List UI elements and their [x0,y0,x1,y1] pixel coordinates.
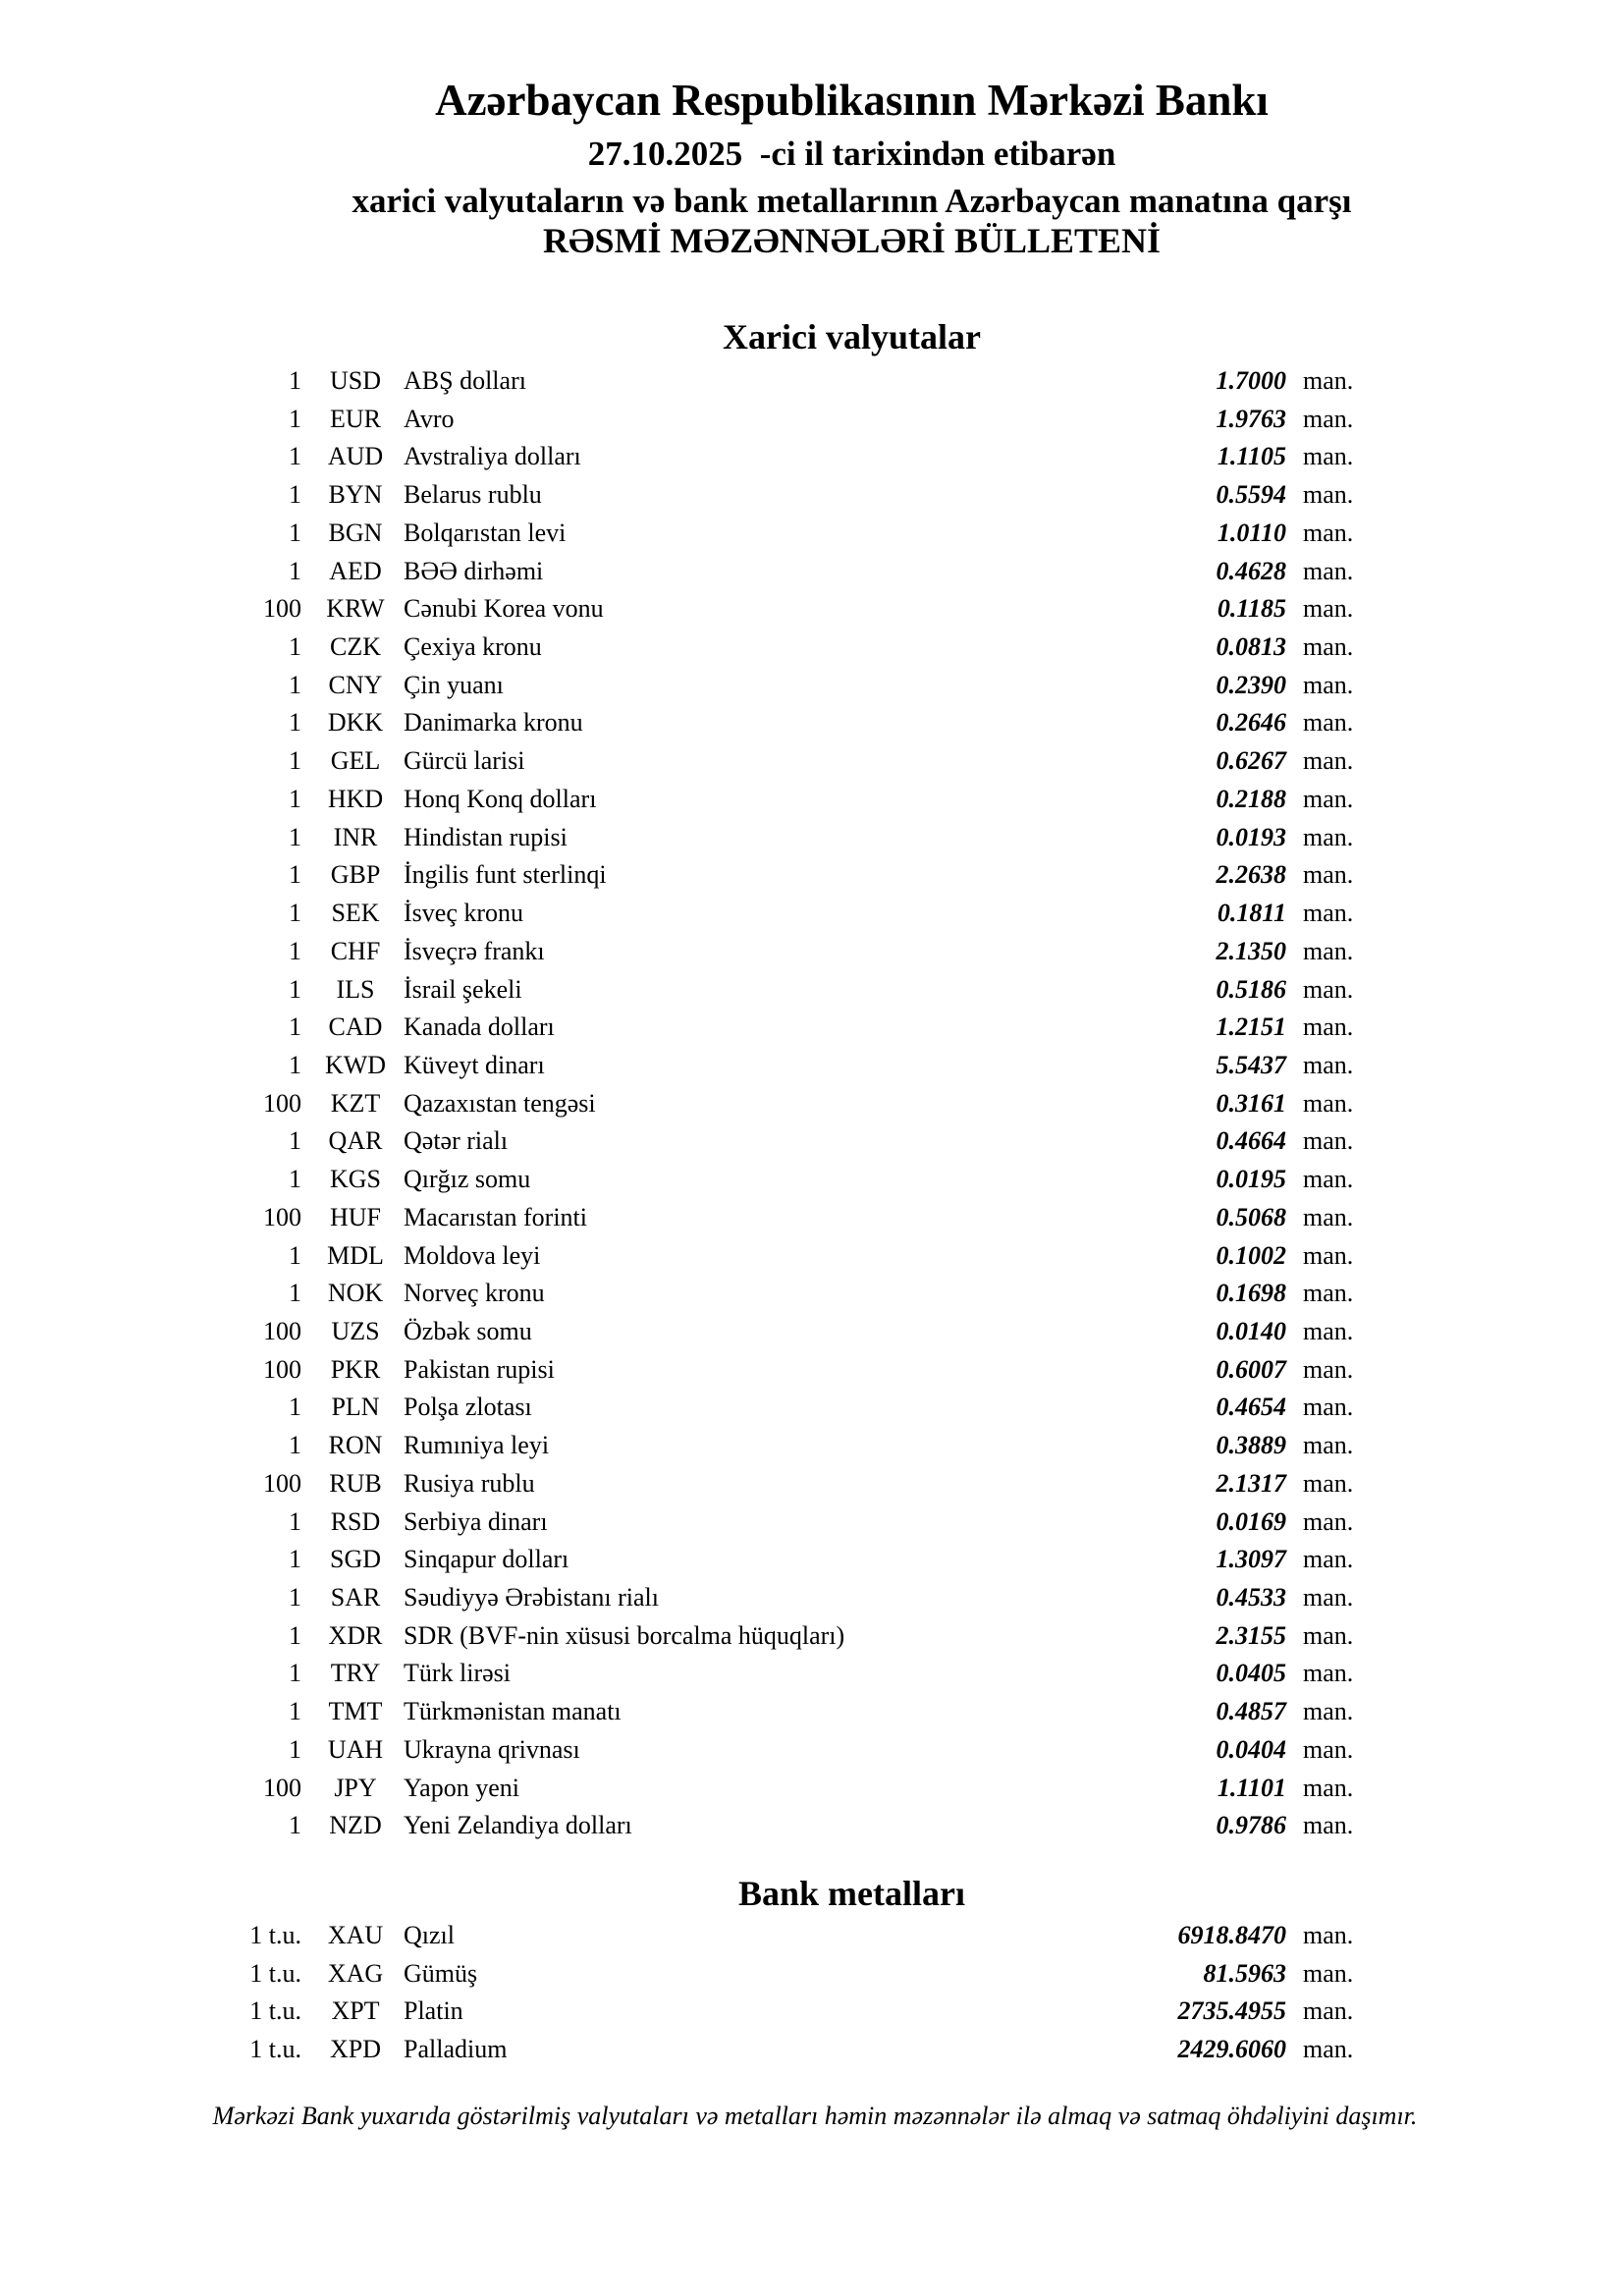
currency-code: RON [328,1431,383,1460]
currency-code: TRY [330,1659,381,1688]
unit-label: man. [1303,1697,1354,1726]
quantity-value: 1 [289,1126,301,1156]
currency-code: DKK [327,708,384,738]
currency-name: Cənubi Korea vonu [404,594,604,624]
unit-label: man. [1303,1506,1354,1536]
unit-label: man. [1303,1958,1354,1988]
unit-label: man. [1303,1431,1354,1460]
bulletin-doc-title: RƏSMİ MƏZƏNNƏLƏRİ BÜLLETENİ [542,221,1162,260]
quantity-value: 1 [289,1012,301,1042]
quantity-value: 1 [289,746,301,776]
unit-label: man. [1303,1088,1354,1118]
quantity-value: 1 [289,1620,301,1650]
rate-value: 0.0405 [1216,1659,1286,1688]
unit-label: man. [1303,366,1354,395]
rate-value: 0.5186 [1216,974,1286,1004]
quantity-value: 1 t.u. [249,1921,301,1949]
currency-name: Polşa zlotası [404,1393,532,1422]
unit-label: man. [1303,1773,1354,1802]
currency-code: SGD [329,1545,381,1574]
rate-row [0,1389,1624,1427]
unit-label: man. [1303,1279,1354,1308]
quantity-value: 1 [289,480,301,510]
currency-name: Çexiya kronu [404,632,542,662]
currency-code: HUF [329,1202,381,1231]
rate-value: 0.2188 [1216,784,1286,813]
rate-row [0,1503,1624,1542]
rate-value: 5.5437 [1216,1050,1286,1079]
currency-name: Honq Konq dolları [404,784,597,813]
currency-name: SDR (BVF-nin xüsusi borcalma hüquqları) [404,1620,845,1650]
quantity-value: 1 [289,1697,301,1726]
rate-row [0,1693,1624,1731]
currency-name: Gümüş [404,1958,478,1988]
quantity-value: 1 [289,784,301,813]
rate-row [0,1541,1624,1579]
unit-label: man. [1303,1050,1354,1079]
currency-name: Norveç kronu [404,1279,545,1308]
quantity-value: 1 [289,1050,301,1079]
currency-name: Palladium [404,2035,508,2064]
unit-label: man. [1303,1620,1354,1650]
quantity-value: 1 [289,404,301,433]
rate-row [0,476,1624,515]
currency-name: Rusiya rublu [404,1468,535,1498]
quantity-value: 1 t.u. [249,1958,301,1988]
quantity-value: 1 [289,1545,301,1574]
currency-code: KZT [330,1088,381,1118]
unit-label: man. [1303,1545,1354,1574]
unit-label: man. [1303,899,1354,928]
currency-code: JPY [334,1773,377,1802]
bank-title: Azərbaycan Respublikasının Mərkəzi Bankı [435,76,1269,125]
rate-row [0,933,1624,971]
currency-code: XAG [327,1958,384,1988]
currency-name: İngilis funt sterlinqi [404,860,607,890]
rate-row [0,1579,1624,1617]
quantity-value: 100 [263,1316,301,1345]
rate-row [0,362,1624,401]
rate-value: 81.5963 [1203,1958,1286,1988]
currency-code: AUD [327,442,384,471]
currency-code: USD [329,366,381,395]
rate-value: 1.1101 [1217,1773,1286,1802]
currency-code: CAD [328,1012,383,1042]
rate-value: 6918.8470 [1177,1921,1286,1949]
rate-row [0,2031,1624,2069]
unit-label: man. [1303,1811,1354,1840]
rate-row [0,1955,1624,1994]
currency-code: BYN [328,480,383,510]
rate-value: 0.0169 [1216,1506,1286,1536]
currency-name: Pakistan rupisi [404,1354,555,1384]
currency-code: CZK [330,632,381,662]
quantity-value: 1 [289,670,301,699]
quantity-value: 1 [289,1583,301,1612]
unit-label: man. [1303,708,1354,738]
rate-row [0,1122,1624,1161]
currency-code: SAR [330,1583,381,1612]
unit-label: man. [1303,1354,1354,1384]
unit-label: man. [1303,1583,1354,1612]
rate-value: 0.0195 [1216,1165,1286,1194]
currency-code: SEK [331,899,380,928]
rate-value: 0.1698 [1216,1279,1286,1308]
rate-row [0,742,1624,781]
quantity-value: 1 [289,1734,301,1764]
unit-label: man. [1303,670,1354,699]
currency-code: KWD [324,1050,387,1079]
rate-row [0,971,1624,1010]
currency-code: NZD [329,1811,382,1840]
unit-label: man. [1303,518,1354,547]
rate-value: 0.4654 [1216,1393,1286,1422]
rate-row [0,515,1624,553]
rate-value: 0.1185 [1217,594,1286,624]
unit-label: man. [1303,822,1354,851]
currency-name: İsrail şekeli [404,974,522,1004]
quantity-value: 1 [289,899,301,928]
rate-row [0,1313,1624,1351]
currency-code: HKD [327,784,384,813]
rate-value: 1.7000 [1216,366,1286,395]
currency-name: Qazaxıstan tengəsi [404,1088,596,1118]
rate-row [0,1807,1624,1845]
rate-value: 2735.4955 [1177,1996,1286,2026]
unit-label: man. [1303,2035,1354,2064]
currency-name: Kanada dolları [404,1012,555,1042]
bulletin-subtitle: xarici valyutaların və bank metallarının Azərbaycan manatına qarşı [352,182,1352,220]
quantity-value: 1 t.u. [249,2035,301,2064]
rate-value: 1.1105 [1217,442,1286,471]
rate-row [0,781,1624,819]
currency-code: ILS [336,974,375,1004]
rate-value: 2.3155 [1216,1620,1286,1650]
quantity-value: 100 [263,1088,301,1118]
rate-row [0,1427,1624,1465]
rate-value: 2.2638 [1216,860,1286,890]
quantity-value: 100 [263,1468,301,1498]
currency-name: Türkmənistan manatı [404,1697,622,1726]
currency-name: Özbək somu [404,1316,532,1345]
currency-name: Bolqarıstan levi [404,518,567,547]
rate-row [0,819,1624,857]
unit-label: man. [1303,1659,1354,1688]
unit-label: man. [1303,860,1354,890]
quantity-value: 1 [289,860,301,890]
currency-name: Gürcü larisi [404,746,525,776]
rate-row [0,553,1624,591]
rate-row [0,667,1624,705]
currency-code: UZS [331,1316,380,1345]
currency-code: QAR [328,1126,383,1156]
currency-code: KRW [326,594,385,624]
footer-note: Mərkəzi Bank yuxarıda göstərilmiş valyutaları və metalları həmin məzənnələr ilə almaq və satmaq öhdəliyini daşımır. [212,2102,1418,2130]
currency-code: EUR [330,404,381,433]
currency-code: RSD [330,1506,381,1536]
unit-label: man. [1303,556,1354,585]
currency-code: CHF [330,936,381,965]
rate-value: 0.1811 [1217,899,1286,928]
unit-label: man. [1303,1393,1354,1422]
quantity-value: 1 [289,1811,301,1840]
unit-label: man. [1303,936,1354,965]
unit-label: man. [1303,632,1354,662]
currency-name: İsveçrə frankı [404,936,545,965]
rate-row [0,590,1624,629]
rate-value: 0.3889 [1216,1431,1286,1460]
quantity-value: 1 [289,1506,301,1536]
rate-value: 1.3097 [1216,1545,1286,1574]
currency-name: Danimarka kronu [404,708,583,738]
rate-row [0,856,1624,895]
quantity-value: 1 [289,442,301,471]
currency-name: Qətər rialı [404,1126,509,1156]
currency-code: MDL [327,1240,384,1270]
rate-value: 2.1350 [1216,936,1286,965]
rate-value: 0.3161 [1216,1088,1286,1118]
unit-label: man. [1303,1202,1354,1231]
section-title-bank-metals: Bank metalları [738,1874,965,1913]
rate-row [0,1770,1624,1808]
currency-rates-table [0,362,1624,1845]
section-title-foreign-currencies: Xarici valyutalar [723,317,981,356]
rate-value: 0.5068 [1216,1202,1286,1231]
rate-row [0,1009,1624,1047]
unit-label: man. [1303,480,1354,510]
rate-value: 0.0404 [1216,1734,1286,1764]
currency-name: Qızıl [404,1921,455,1949]
currency-code: NOK [327,1279,384,1308]
rate-value: 0.1002 [1216,1240,1286,1270]
unit-label: man. [1303,1240,1354,1270]
currency-code: KGS [329,1165,381,1194]
rate-row [0,1465,1624,1503]
unit-label: man. [1303,1468,1354,1498]
currency-name: Belarus rublu [404,480,542,510]
metal-rates-table [0,1917,1624,2069]
rate-row [0,1085,1624,1123]
rate-row [0,1917,1624,1955]
currency-code: UAH [327,1734,384,1764]
rate-value: 0.4628 [1216,556,1286,585]
unit-label: man. [1303,746,1354,776]
currency-code: BGN [328,518,383,547]
rate-row [0,1351,1624,1390]
currency-code: AED [329,556,382,585]
currency-code: XAU [327,1921,384,1949]
rate-row [0,1047,1624,1085]
currency-code: XPT [331,1996,380,2026]
currency-code: GBP [330,860,381,890]
rate-value: 1.9763 [1216,404,1286,433]
quantity-value: 1 [289,556,301,585]
currency-code: PLN [331,1393,380,1422]
currency-code: XDR [328,1620,383,1650]
rate-row [0,1237,1624,1276]
rate-row [0,438,1624,476]
rate-row [0,401,1624,439]
currency-name: Küveyt dinarı [404,1050,545,1079]
rate-value: 0.2390 [1216,670,1286,699]
currency-code: GEL [330,746,381,776]
unit-label: man. [1303,1316,1354,1345]
currency-name: Sinqapur dolları [404,1545,569,1574]
quantity-value: 100 [263,1773,301,1802]
quantity-value: 1 [289,1659,301,1688]
currency-name: Moldova leyi [404,1240,541,1270]
currency-name: Avstraliya dolları [404,442,581,471]
currency-name: Hindistan rupisi [404,822,568,851]
rate-value: 0.0813 [1216,632,1286,662]
unit-label: man. [1303,784,1354,813]
quantity-value: 1 [289,518,301,547]
rate-value: 0.4664 [1216,1126,1286,1156]
unit-label: man. [1303,1921,1354,1949]
unit-label: man. [1303,974,1354,1004]
currency-name: Platin [404,1996,463,2026]
rate-row [0,895,1624,933]
quantity-value: 1 [289,708,301,738]
unit-label: man. [1303,442,1354,471]
rate-value: 0.4533 [1216,1583,1286,1612]
quantity-value: 1 [289,1431,301,1460]
unit-label: man. [1303,1734,1354,1764]
rate-row [0,1275,1624,1313]
currency-code: TMT [328,1697,383,1726]
unit-label: man. [1303,1126,1354,1156]
rate-row [0,1161,1624,1199]
currency-name: Ukrayna qrivnası [404,1734,580,1764]
rate-value: 1.0110 [1217,518,1286,547]
rate-value: 0.2646 [1216,708,1286,738]
quantity-value: 1 [289,822,301,851]
quantity-value: 1 [289,366,301,395]
rate-value: 0.0193 [1216,822,1286,851]
currency-code: RUB [329,1468,382,1498]
rate-row [0,704,1624,742]
quantity-value: 1 [289,1279,301,1308]
currency-code: CNY [328,670,383,699]
quantity-value: 100 [263,1354,301,1384]
currency-name: Macarıstan forinti [404,1202,587,1231]
rate-row [0,1199,1624,1237]
rate-row [0,1993,1624,2031]
rate-row [0,629,1624,667]
currency-name: Serbiya dinarı [404,1506,548,1536]
currency-name: Qırğız somu [404,1165,531,1194]
quantity-value: 1 [289,632,301,662]
currency-name: Avro [404,404,455,433]
currency-name: BƏƏ dirhəmi [404,556,544,585]
currency-code: XPD [329,2035,381,2064]
quantity-value: 1 [289,936,301,965]
quantity-value: 1 [289,1240,301,1270]
quantity-value: 100 [263,594,301,624]
unit-label: man. [1303,1165,1354,1194]
unit-label: man. [1303,1012,1354,1042]
rate-value: 2429.6060 [1177,2035,1286,2064]
rate-row [0,1731,1624,1770]
quantity-value: 1 [289,974,301,1004]
currency-name: Rumıniya leyi [404,1431,550,1460]
currency-name: Türk lirəsi [404,1659,512,1688]
rate-value: 0.6267 [1216,746,1286,776]
currency-name: Yapon yeni [404,1773,519,1802]
quantity-value: 1 [289,1165,301,1194]
rate-value: 0.0140 [1216,1316,1286,1345]
currency-code: INR [333,822,378,851]
quantity-value: 1 t.u. [249,1996,301,2026]
unit-label: man. [1303,404,1354,433]
rate-value: 0.4857 [1216,1697,1286,1726]
currency-name: İsveç kronu [404,899,524,928]
currency-name: Çin yuanı [404,670,504,699]
currency-code: PKR [330,1354,381,1384]
rate-value: 0.5594 [1216,480,1286,510]
currency-name: Yeni Zelandiya dolları [404,1811,632,1840]
rate-row [0,1617,1624,1656]
rate-value: 2.1317 [1216,1468,1286,1498]
rate-value: 1.2151 [1216,1012,1286,1042]
rate-value: 0.6007 [1216,1354,1286,1384]
effective-date-line: 27.10.2025 -ci il tarixindən etibarən [587,135,1116,173]
quantity-value: 100 [263,1202,301,1231]
rate-value: 0.9786 [1216,1811,1286,1840]
currency-name: ABŞ dolları [404,366,526,395]
quantity-value: 1 [289,1393,301,1422]
currency-name: Səudiyyə Ərəbistanı rialı [404,1583,659,1612]
unit-label: man. [1303,1996,1354,2026]
rate-row [0,1655,1624,1693]
unit-label: man. [1303,594,1354,624]
